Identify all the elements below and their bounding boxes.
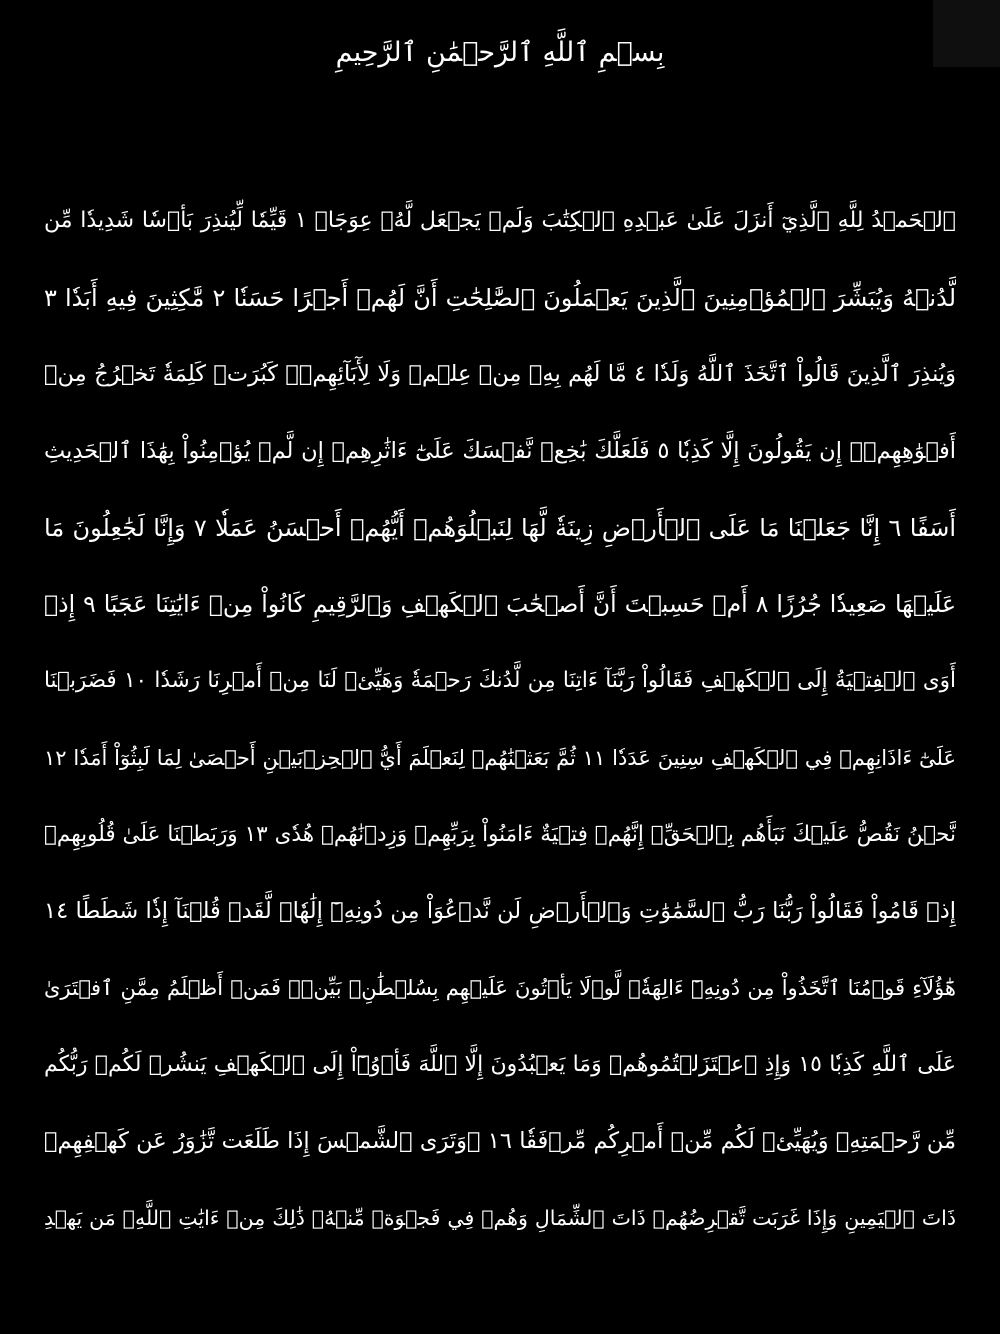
verse-line: نَّحۡنُ نَقُصُّ عَلَيۡكَ نَبَأَهُم بِٱلۡحَقِّۚ إِنَّهُمۡ فِتۡيَةٌ ءَامَنُواْ بِرَبِّهِمۡ وَزِدۡنَٰهُمۡ هُدٗى ١٣ وَرَبَطۡنَا عَلَىٰ قُلُوبِهِمۡ (44, 821, 956, 847)
verse-line: لَّدُنۡهُ وَيُبَشِّرَ ٱلۡمُؤۡمِنِينَ ٱلَّذِينَ يَعۡمَلُونَ ٱلصَّٰلِحَٰتِ أَنَّ لَهُمۡ أَجۡرًا حَسَنٗا ٢ مَّٰكِثِينَ فِيهِ أَبَدٗا ٣ (44, 283, 956, 312)
verse-line: أَفۡوَٰهِهِمۡۚ إِن يَقُولُونَ إِلَّا كَذِبٗا ٥ فَلَعَلَّكَ بَٰخِعٞ نَّفۡسَكَ عَلَىٰٓ ءَاثَٰرِهِمۡ إِن لَّمۡ يُؤۡمِنُواْ بِهَٰذَا ٱلۡحَدِيثِ (44, 438, 956, 465)
verse-line: مِّن رَّحۡمَتِهِۦ وَيُهَيِّئۡ لَكُم مِّنۡ أَمۡرِكُم مِّرۡفَقٗا ١٦ ۞وَتَرَى ٱلشَّمۡسَ إِذَا طَلَعَت تَّزَٰوَرُ عَن كَهۡفِهِمۡ (44, 1128, 956, 1155)
verse-line: وَيُنذِرَ ٱلَّذِينَ قَالُواْ ٱتَّخَذَ ٱللَّهُ وَلَدٗا ٤ مَّا لَهُم بِهِۦ مِنۡ عِلۡمٖ وَلَا لِأٓبَآئِهِمۡۚ كَبُرَتۡ كَلِمَةٗ تَخۡرُجُ مِنۡ (44, 361, 956, 388)
verse-line: عَلَى ٱللَّهِ كَذِبٗا ١٥ وَإِذِ ٱعۡتَزَلۡتُمُوهُمۡ وَمَا يَعۡبُدُونَ إِلَّا ٱللَّهَ فَأۡوُۥٓاْ إِلَى ٱلۡكَهۡفِ يَنشُرۡ لَكُمۡ رَبُّكُم (44, 1051, 956, 1077)
verse-line: هَٰٓؤُلَآءِ قَوۡمُنَا ٱتَّخَذُواْ مِن دُونِهِۦٓ ءَالِهَةٗۖ لَّوۡلَا يَأۡتُونَ عَلَيۡهِم بِسُلۡطَٰنِۭ بَيِّنٖۖ فَمَنۡ أَظۡلَمُ مِمَّنِ ٱفۡتَرَىٰ (44, 975, 956, 1000)
verse-line: عَلَىٰٓ ءَاذَانِهِمۡ فِي ٱلۡكَهۡفِ سِنِينَ عَدَدٗا ١١ ثُمَّ بَعَثۡنَٰهُمۡ لِنَعۡلَمَ أَيُّ ٱلۡحِزۡبَيۡنِ أَحۡصَىٰ لِمَا لَبِثُوٓاْ أَمَدٗا ١٢ (44, 745, 956, 770)
basmala-header: بِسۡمِ ٱللَّهِ ٱلرَّحۡمَٰنِ ٱلرَّحِيمِ (335, 37, 665, 68)
verse-line: إِذۡ قَامُواْ فَقَالُواْ رَبُّنَا رَبُّ ٱلسَّمَٰوَٰتِ وَٱلۡأَرۡضِ لَن نَّدۡعُوَاْ مِن دُونِهِۦٓ إِلَٰهٗاۖ لَّقَدۡ قُلۡنَآ إِذٗا شَطَطًا ١٤ (44, 898, 956, 925)
verse-line: ٱلۡحَمۡدُ لِلَّهِ ٱلَّذِيٓ أَنزَلَ عَلَىٰ عَبۡدِهِ ٱلۡكِتَٰبَ وَلَمۡ يَجۡعَل لَّهُۥ عِوَجَاۜ ١ قَيِّمٗا لِّيُنذِرَ بَأۡسٗا شَدِيدٗا مِّن (44, 208, 956, 233)
verse-text-block (44, 192, 956, 1266)
verse-line: أَوَى ٱلۡفِتۡيَةُ إِلَى ٱلۡكَهۡفِ فَقَالُواْ رَبَّنَآ ءَاتِنَا مِن لَّدُنكَ رَحۡمَةٗ وَهَيِّئۡ لَنَا مِنۡ أَمۡرِنَا رَشَدٗا ١٠ فَضَرَبۡنَا (44, 668, 956, 694)
verse-line: أَسَفًا ٦ إِنَّا جَعَلۡنَا مَا عَلَى ٱلۡأَرۡضِ زِينَةٗ لَّهَا لِنَبۡلُوَهُمۡ أَيُّهُمۡ أَحۡسَنُ عَمَلٗا ٧ وَإِنَّا لَجَٰعِلُونَ مَا (44, 513, 956, 542)
verse-line: ذَاتَ ٱلۡيَمِينِ وَإِذَا غَرَبَت تَّقۡرِضُهُمۡ ذَاتَ ٱلشِّمَالِ وَهُمۡ فِي فَجۡوَةٖ مِّنۡهُۚ ذَٰلِكَ مِنۡ ءَايَٰتِ ٱللَّهِۗ مَن يَهۡدِ (44, 1205, 956, 1230)
verse-line: عَلَيۡهَا صَعِيدٗا جُرُزًا ٨ أَمۡ حَسِبۡتَ أَنَّ أَصۡحَٰبَ ٱلۡكَهۡفِ وَٱلرَّقِيمِ كَانُواْ مِنۡ ءَايَٰتِنَا عَجَبًا ٩ إِذۡ (44, 590, 956, 619)
